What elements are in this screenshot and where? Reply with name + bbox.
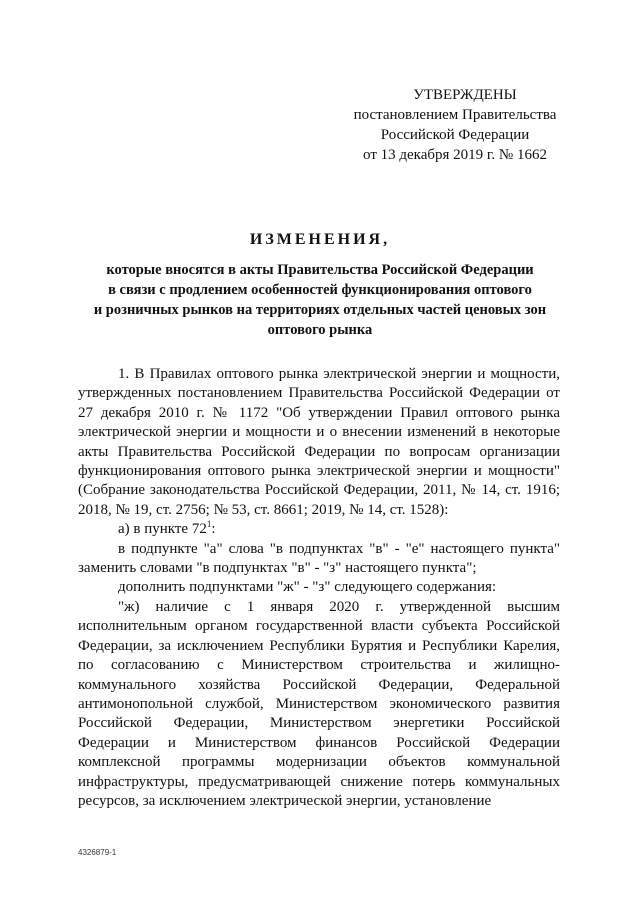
paragraph-2 [78,520,560,539]
paragraph-4: дополнить подпунктами "ж" - "з" следующего содержания: [118,579,497,596]
approval-line-3: от 13 декабря 2019 г. № 1662 [363,147,547,163]
paragraph-3: в подпункте "а" слова "в подпунктах "в" - "е" настоящего пункта" заменить словами "в подпунктах "в" - "з" настоящего пункта"; [78,540,560,577]
document-heading [60,228,580,340]
approval-line-2: Российской Федерации [380,127,530,143]
approval-title: УТВЕРЖДЕНЫ [413,87,517,103]
heading-line-3: и розничных рынков на территориях отдельных частей ценовых зон [93,302,547,318]
paragraph-5: "ж) наличие с 1 января 2020 г. утвержденной высшим исполнительным органом государственной власти субъекта Российской Федерации, за исключением Республики Бурятия и Республики Карелия, по согласованию с Министерством строительства и жилищно-коммунального хозяйства Российской Федерации, Федеральной антимонопольной службой, Министерством экономического развития Российской Федерации, Министерством энергетики Российской Федерации и Министерством финансов Российской Федерации комплексной программы модернизации объектов коммунальной инфраструктуры, предусматривающей снижение потерь коммунальных ресурсов, за исключением электрической энергии, установление [78,598,560,809]
paragraph-1: 1. В Правилах оптового рынка электрической энергии и мощности, утвержденных постановлением Правительства Российской Федерации от 27 декабря 2010 г. № 1172 "Об утверждении Правил оптового рынка электрической энергии и мощности и о внесении изменений в некоторые акты Правительства Российской Федерации по вопросам организации функционирования оптового рынка электрической энергии и мощности" (Собрание законодательства Российской Федерации, 2011, № 14, ст. 1916; 2018, № 19, ст. 2756; № 53, ст. 8661; 2019, № 14, ст. 1528): [78,366,560,518]
heading-title: ИЗМЕНЕНИЯ, [249,231,391,248]
document-body [78,365,560,811]
heading-line-4: оптового рынка [267,322,373,338]
approval-line-1: постановлением Правительства [353,107,557,123]
approval-block [330,85,580,165]
paragraph-2-superscript: 1 [206,519,212,530]
document-number: 4326879-1 [78,848,117,857]
heading-line-2: в связи с продлением особенностей функционирования оптового [108,282,532,298]
paragraph-2-text: а) в пункте 72 [118,521,207,538]
paragraph-2-suffix: : [211,521,216,538]
heading-line-1: которые вносятся в акты Правительства Российской Федерации [106,262,534,278]
